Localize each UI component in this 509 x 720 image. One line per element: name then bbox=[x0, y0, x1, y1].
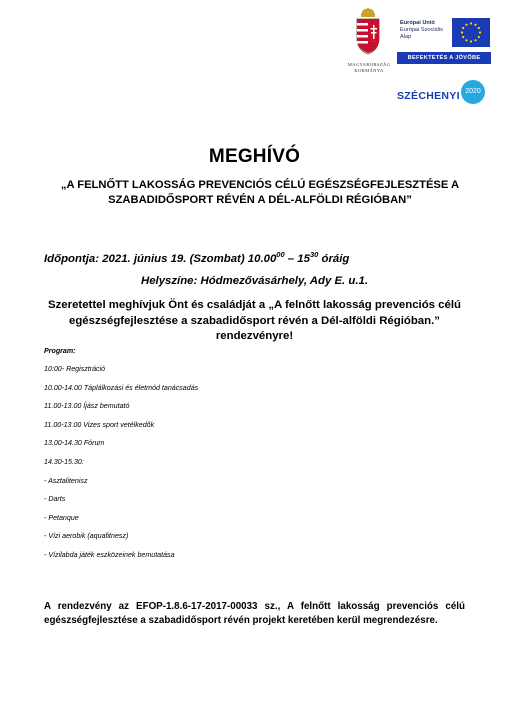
footer-note: A rendezvény az EFOP-1.8.6-17-2017-00033 sz., A felnőtt lakosság prevenciós célú egészségfejlesztése a szabadidősport révén projekt keretében kerül megrendezésre. bbox=[44, 601, 465, 627]
eu-star-icon bbox=[470, 22, 472, 24]
eu-line1: Európai Unió bbox=[400, 20, 435, 26]
eu-banner: BEFEKTETÉS A JÖVŐBE bbox=[397, 52, 491, 64]
date-suffix: óráig bbox=[318, 252, 350, 265]
eu-star-icon bbox=[465, 39, 467, 41]
eu-star-icon bbox=[462, 27, 464, 29]
eu-star-icon bbox=[478, 36, 480, 38]
program-list bbox=[44, 347, 198, 570]
date-end-minutes: 30 bbox=[309, 250, 319, 259]
invitation-text: Szeretettel meghívjuk Önt és családját a „A felnőtt lakosság prevenciós célú egészségfejlesztése a szabadidősport révén a Dél-alföldi Régióban.” rendezvényre! bbox=[48, 299, 461, 342]
program-item: - Asztalitenisz bbox=[44, 476, 88, 485]
hungarian-coat-of-arms-icon bbox=[349, 8, 387, 66]
event-subtitle: „A FELNŐTT LAKOSSÁG PREVENCIÓS CÉLÚ EGÉSZSÉGFEJLESZTÉSE A SZABADIDŐSPORT RÉVÉN A DÉL-ALFÖLDI RÉGIÓBAN” bbox=[60, 179, 460, 206]
eu-line3: Alap bbox=[400, 34, 412, 41]
szechenyi-logo-text: SZÉCHENYI bbox=[397, 90, 460, 102]
date-dash: – 15 bbox=[284, 252, 310, 265]
program-heading: Program: bbox=[44, 347, 76, 355]
program-item: 10.00-14.00 Táplálkozási és életmód tanácsadás bbox=[44, 383, 199, 392]
event-date bbox=[44, 250, 349, 265]
page-title: MEGHÍVÓ bbox=[208, 146, 301, 167]
program-item: 10:00- Regisztráció bbox=[44, 365, 106, 373]
program-item: - Darts bbox=[44, 495, 66, 504]
eu-star-icon bbox=[465, 24, 467, 26]
date-prefix: Időpontja: 2021. június 19. (Szombat) 10.00 bbox=[44, 252, 277, 265]
program-item: 11.00-13.00 Íjász bemutató bbox=[44, 402, 130, 411]
eu-star-icon bbox=[462, 36, 464, 38]
date-start-minutes: 00 bbox=[276, 250, 285, 259]
eu-star-icon bbox=[474, 24, 476, 26]
eu-star-icon bbox=[461, 31, 463, 33]
eu-line2: Európai Szociális bbox=[400, 27, 443, 34]
eu-flag-icon bbox=[452, 18, 490, 47]
program-item: 13.00-14.30 Fórum bbox=[44, 439, 105, 448]
szechenyi-2020-badge: 2020 bbox=[461, 80, 485, 104]
eu-star-icon bbox=[474, 39, 476, 41]
program-item: 14.30-15.30: bbox=[44, 457, 84, 466]
program-item: - Vízi aerobik (aquafitnesz) bbox=[44, 532, 129, 541]
government-label-line2: KORMÁNYA bbox=[354, 68, 384, 73]
event-place: Helyszíne: Hódmezővásárhely, Ady E. u.1. bbox=[140, 275, 369, 287]
eu-star-icon bbox=[479, 31, 481, 33]
program-item: 11.00-13.00 Vizes sport vetélkedők bbox=[44, 420, 155, 429]
government-label-line1: MAGYARORSZÁG bbox=[347, 62, 391, 67]
program-item: - Petanque bbox=[44, 513, 79, 522]
program-item: - Vízilabda játék eszközeinek bemutatása bbox=[44, 550, 175, 559]
eu-star-icon bbox=[470, 40, 472, 42]
eu-star-icon bbox=[478, 27, 480, 29]
eu-text-block bbox=[400, 20, 443, 42]
